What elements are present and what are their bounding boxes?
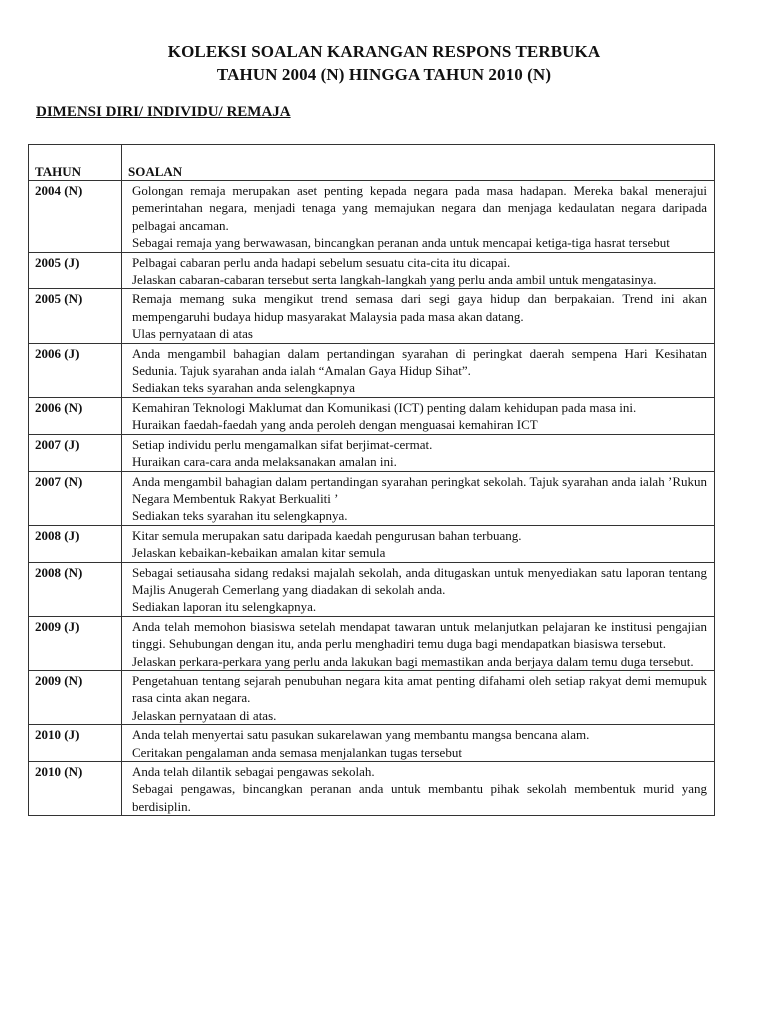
column-header-tahun: TAHUN xyxy=(29,145,122,181)
table-row xyxy=(29,181,715,253)
question-text: Anda telah menyertai satu pasukan sukarelawan yang membantu mangsa bencana alam. xyxy=(132,727,590,743)
row-year: 2007 (N) xyxy=(29,471,122,525)
title-line-1: KOLEKSI SOALAN KARANGAN RESPONS TERBUKA xyxy=(167,42,601,61)
question-text: Jelaskan kebaikan-kebaikan amalan kitar semula xyxy=(132,545,386,561)
document-title xyxy=(0,40,768,86)
question-text: Sebagai pengawas, bincangkan peranan anda untuk membantu pihak sekolah membentuk murid yang berdisiplin. xyxy=(132,781,707,814)
row-year: 2004 (N) xyxy=(29,181,122,253)
row-question xyxy=(122,397,715,434)
row-year: 2008 (N) xyxy=(29,562,122,616)
table-row xyxy=(29,725,715,762)
question-text: Jelaskan pernyataan di atas. xyxy=(132,707,277,723)
row-question xyxy=(122,181,715,253)
row-question xyxy=(122,562,715,616)
question-text: Anda mengambil bahagian dalam pertandingan syarahan peringkat sekolah. Tajuk syarahan anda ialah ’Rukun Negara Membentuk Rakyat Berkualiti ’ xyxy=(132,473,707,506)
question-text: Sediakan teks syarahan anda selengkapnya xyxy=(132,380,356,396)
row-question xyxy=(122,289,715,343)
question-text: Setiap individu perlu mengamalkan sifat berjimat-cermat. xyxy=(132,436,433,452)
question-text: Anda telah dilantik sebagai pengawas sekolah. xyxy=(132,764,375,779)
question-text: Sediakan laporan itu selengkapnya. xyxy=(132,599,317,615)
table-row xyxy=(29,670,715,724)
questions-table xyxy=(28,144,715,816)
table-row xyxy=(29,434,715,471)
row-question xyxy=(122,616,715,670)
table-row xyxy=(29,252,715,289)
row-question xyxy=(122,434,715,471)
row-question xyxy=(122,725,715,762)
table-row xyxy=(29,471,715,525)
table-row xyxy=(29,562,715,616)
row-year: 2009 (J) xyxy=(29,616,122,670)
row-year: 2006 (J) xyxy=(29,343,122,397)
question-text: Kemahiran Teknologi Maklumat dan Komunikasi (ICT) penting dalam kehidupan pada masa ini. xyxy=(132,399,637,415)
row-question xyxy=(122,525,715,562)
row-year: 2008 (J) xyxy=(29,525,122,562)
question-text: Sebagai remaja yang berwawasan, bincangkan peranan anda untuk mencapai ketiga-tiga hasrat tersebut xyxy=(132,235,670,251)
question-text: Remaja memang suka mengikut trend semasa dari segi gaya hidup dan berpakaian. Trend ini akan mempengaruhi budaya hidup masyarakat Malaysia pada masa akan datang. xyxy=(132,291,707,324)
table-header-row xyxy=(29,145,715,181)
question-text: Huraikan faedah-faedah yang anda peroleh dengan menguasai kemahiran ICT xyxy=(132,417,538,433)
question-text: Huraikan cara-cara anda melaksanakan amalan ini. xyxy=(132,454,397,470)
question-text: Golongan remaja merupakan aset penting kepada negara pada masa hadapan. Mereka bakal menerajui pemerintahan negara, menjadi tenaga yang memajukan negara dan menjaga kedaulatan negara daripada pelbagai ancaman. xyxy=(132,183,707,233)
row-year: 2009 (N) xyxy=(29,670,122,724)
question-text: Anda mengambil bahagian dalam pertandingan syarahan di peringkat daerah sempena Hari Kesihatan Sedunia. Tajuk syarahan anda ialah “Amalan Gaya Hidup Sihat”. xyxy=(132,345,707,379)
question-text: Ceritakan pengalaman anda semasa menjalankan tugas tersebut xyxy=(132,744,462,760)
table-row xyxy=(29,289,715,343)
question-text: Anda telah memohon biasiswa setelah mendapat tawaran untuk melanjutkan pelajaran ke institusi pengajian tinggi. Sehubungan dengan itu, anda perlu menghadiri temu duga bagi mendapatkan biasiswa tersebut. xyxy=(132,618,707,652)
row-year: 2006 (N) xyxy=(29,397,122,434)
row-year: 2007 (J) xyxy=(29,434,122,471)
table-row xyxy=(29,762,715,816)
question-text: Sebagai setiausaha sidang redaksi majalah sekolah, anda ditugaskan untuk menyediakan satu laporan tentang Majlis Anugerah Cemerlang yang diadakan di sekolah anda. xyxy=(132,564,707,597)
question-text: Sediakan teks syarahan itu selengkapnya. xyxy=(132,508,348,524)
table-row xyxy=(29,397,715,434)
row-question xyxy=(122,762,715,816)
row-question xyxy=(122,670,715,724)
question-text: Jelaskan perkara-perkara yang perlu anda lakukan bagi memastikan anda berjaya dalam temu duga tersebut. xyxy=(132,653,694,669)
row-question xyxy=(122,343,715,397)
question-text: Pelbagai cabaran perlu anda hadapi sebelum sesuatu cita-cita itu dicapai. xyxy=(132,254,511,270)
table-row xyxy=(29,343,715,397)
title-line-2: TAHUN 2004 (N) HINGGA TAHUN 2010 (N) xyxy=(216,65,552,84)
questions-table-body xyxy=(29,145,715,816)
row-question xyxy=(122,471,715,525)
table-row xyxy=(29,616,715,670)
question-text: Jelaskan cabaran-cabaran tersebut serta langkah-langkah yang perlu anda ambil untuk mengatasinya. xyxy=(132,272,657,288)
question-text: Kitar semula merupakan satu daripada kaedah pengurusan bahan terbuang. xyxy=(132,527,522,543)
row-year: 2010 (J) xyxy=(29,725,122,762)
question-text: Pengetahuan tentang sejarah penubuhan negara kita amat penting difahami oleh setiap rakyat demi memupuk rasa cinta akan negara. xyxy=(132,672,707,706)
question-text: Ulas pernyataan di atas xyxy=(132,326,253,342)
row-year: 2005 (J) xyxy=(29,252,122,289)
column-header-soalan: SOALAN xyxy=(122,145,715,181)
row-year: 2010 (N) xyxy=(29,762,122,816)
row-question xyxy=(122,252,715,289)
table-row xyxy=(29,525,715,562)
row-year: 2005 (N) xyxy=(29,289,122,343)
section-title: DIMENSI DIRI/ INDIVIDU/ REMAJA xyxy=(36,104,291,120)
